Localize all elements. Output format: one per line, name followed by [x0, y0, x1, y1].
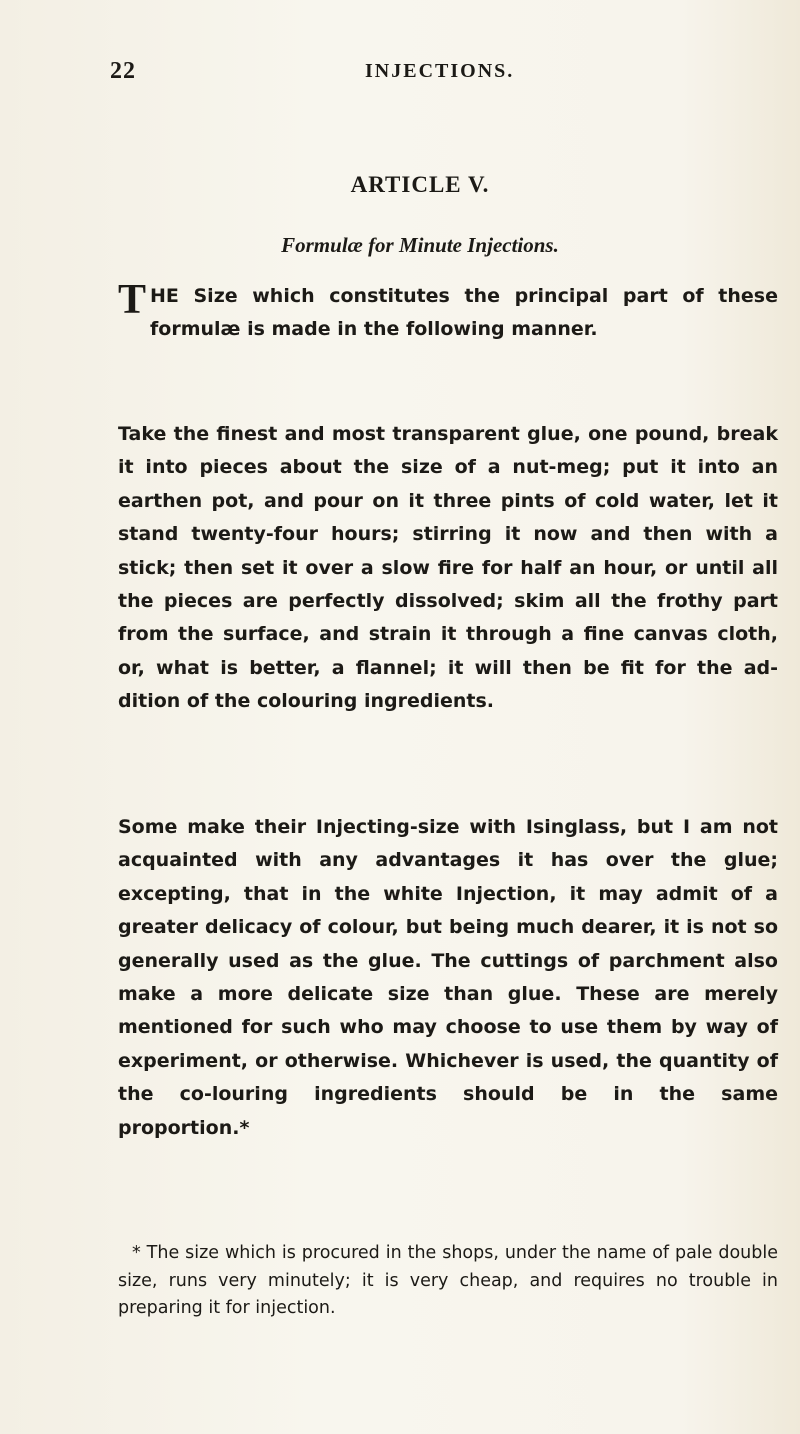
paragraph-intro-text: HE Size which constitutes the principal part of these formulæ is made in the following manner.: [150, 285, 778, 341]
running-head: INJECTIONS.: [365, 60, 515, 82]
paragraph-intro: [118, 277, 778, 347]
paragraph-glue-recipe: Take the finest and most transparent glue, one pound, break it into pieces about the size of a nut-meg; put it into an earthen pot, and pour on it three pints of cold water, let it stand twenty-four hours; stirring it now and then with a stick; then set it over a slow fire for half an hour, or until all the pieces are perfectly dissolved; skim all the frothy part from the surface, and strain it through a fine canvas cloth, or, what is better, a flannel; it will then be fit for the ad-dition of the colouring ingredients.: [118, 423, 778, 713]
drop-cap: T: [118, 277, 147, 323]
footnote: * The size which is procured in the shops, under the name of pale double size, runs very minutely; it is very cheap, and requires no trouble in preparing it for injection.: [118, 1243, 778, 1318]
paragraph-alternatives: Some make their Injecting-size with Isinglass, but I am not acquainted with any advantages it has over the glue; excepting, that in the white Injection, it may admit of a greater delicacy of colour, but being much dearer, it is not so generally used as the glue. The cuttings of parchment also make a more delicate size than glue. These are merely mentioned for such who may choose to use them by way of experiment, or otherwise. Whichever is used, the quantity of the co-louring ingredients should be in the same proportion.*: [118, 816, 778, 1139]
article-heading: ARTICLE V.: [350, 172, 490, 197]
article-subtitle: Formulæ for Minute Injections.: [281, 233, 559, 257]
page-header: [110, 58, 740, 98]
page-number: 22: [110, 58, 136, 84]
